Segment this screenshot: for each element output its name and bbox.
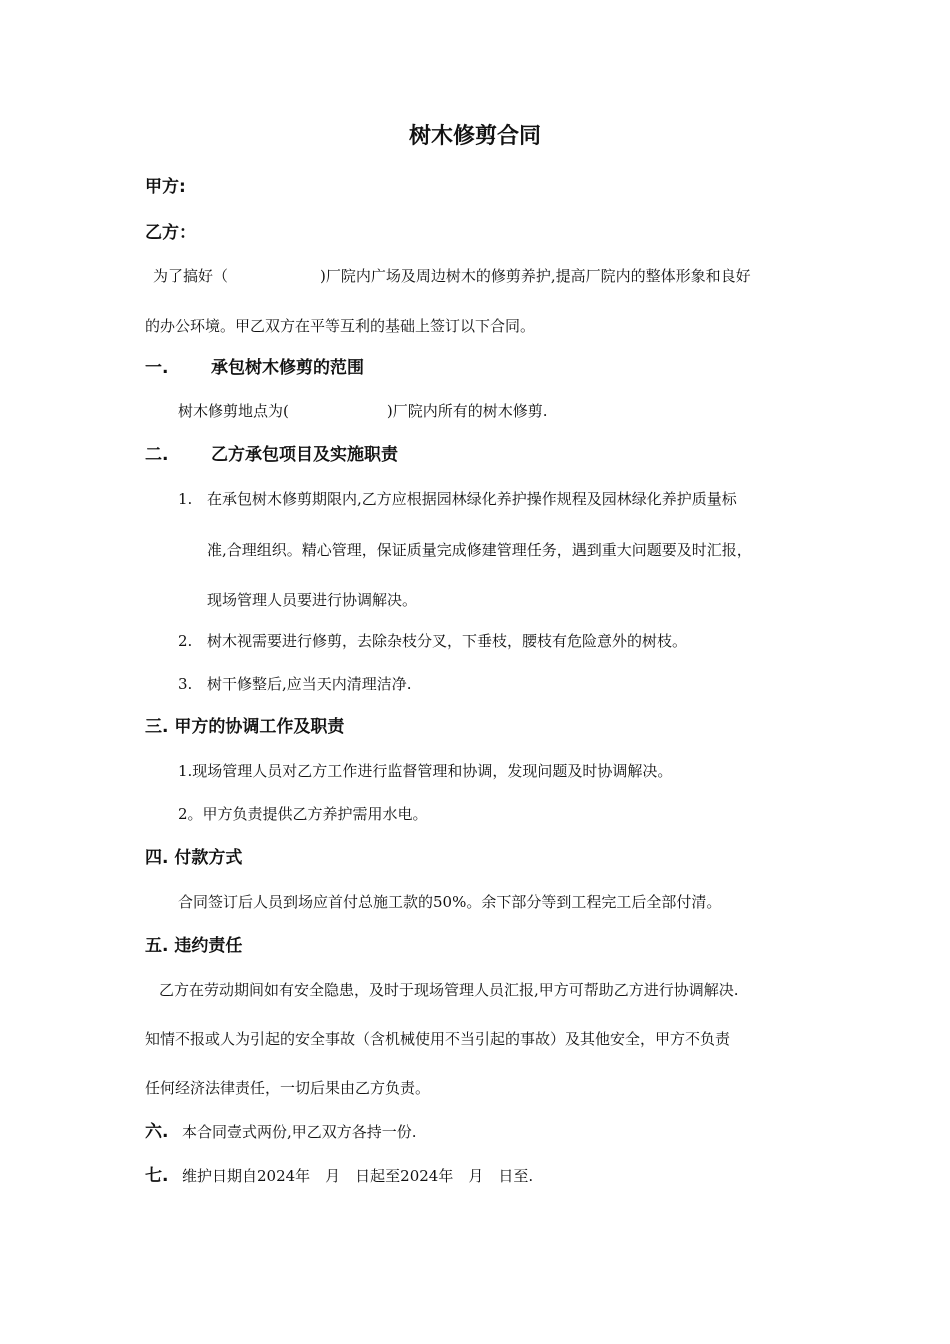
section-5-line-3: 任何经济法律责任，一切后果由乙方负责。: [145, 1079, 431, 1097]
section-2-item-1-line-3: 现场管理人员要进行协调解决。: [207, 591, 418, 609]
section-1-line: [178, 401, 547, 421]
section-2-item-2-number: 2.: [178, 632, 193, 650]
section-5-line-2: 知情不报或人为引起的安全事故（含机械使用不当引起的事故）及其他安全，甲方不负责: [145, 1030, 731, 1048]
section-2-title: 乙方承包项目及实施职责: [211, 445, 398, 465]
section-5-line-1: 乙方在劳动期间如有安全隐患，及时于现场管理人员汇报,甲方可帮助乙方进行协调解决.: [159, 981, 739, 999]
section-4-line: 合同签订后人员到场应首付总施工款的50%。余下部分等到工程完工后全部付清。: [178, 893, 722, 911]
intro-line-1-pre: 为了搞好（: [153, 267, 229, 285]
section-7-number: 七.: [145, 1166, 169, 1186]
section-2-item-1-number: 1.: [178, 490, 193, 508]
section-5-heading: 五. 违约责任: [145, 936, 243, 956]
section-7-text: 维护日期自2024年 月 日起至2024年 月 日至.: [182, 1167, 534, 1185]
section-3-heading: 三. 甲方的协调工作及职责: [145, 717, 345, 737]
section-4-heading: 四. 付款方式: [145, 848, 243, 868]
section-2-item-1-line-1: 在承包树木修剪期限内,乙方应根据园林绿化养护操作规程及园林绿化养护质量标: [207, 490, 737, 508]
section-2-item-1-line-2: 准,合理组织。精心管理，保证质量完成修建管理任务，遇到重大问题要及时汇报，: [207, 541, 752, 559]
party-b-label: 乙方：: [145, 223, 196, 243]
section-2-item-2-line-1: 树木视需要进行修剪，去除杂枝分叉，下垂枝，腰枝有危险意外的树枝。: [207, 632, 688, 650]
section-2-item-3-number: 3.: [178, 675, 193, 693]
section-6-number: 六.: [145, 1122, 169, 1142]
section-3-line-2: 2。甲方负责提供乙方养护需用水电。: [178, 805, 428, 823]
section-1-line-pre: 树木修剪地点为(: [178, 402, 289, 420]
section-1-number: 一.: [145, 358, 169, 378]
intro-line-1-post: )厂院内广场及周边树木的修剪养护,提高厂院内的整体形象和良好: [320, 267, 751, 285]
section-2-item-3-line-1: 树干修整后,应当天内清理洁净.: [207, 675, 412, 693]
document-title: 树木修剪合同: [408, 124, 541, 149]
section-2-number: 二.: [145, 445, 169, 465]
section-3-line-1: 1.现场管理人员对乙方工作进行监督管理和协调，发现问题及时协调解决。: [178, 762, 673, 780]
section-1-line-post: )厂院内所有的树木修剪.: [386, 402, 548, 420]
section-6-text: 本合同壹式两份,甲乙双方各持一份.: [182, 1123, 417, 1141]
party-a-label: 甲方:: [145, 177, 186, 197]
intro-line-1: [153, 266, 751, 286]
intro-line-2: 的办公环境。甲乙双方在平等互利的基础上签订以下合同。: [145, 317, 536, 335]
section-1-title: 承包树木修剪的范围: [211, 358, 364, 378]
